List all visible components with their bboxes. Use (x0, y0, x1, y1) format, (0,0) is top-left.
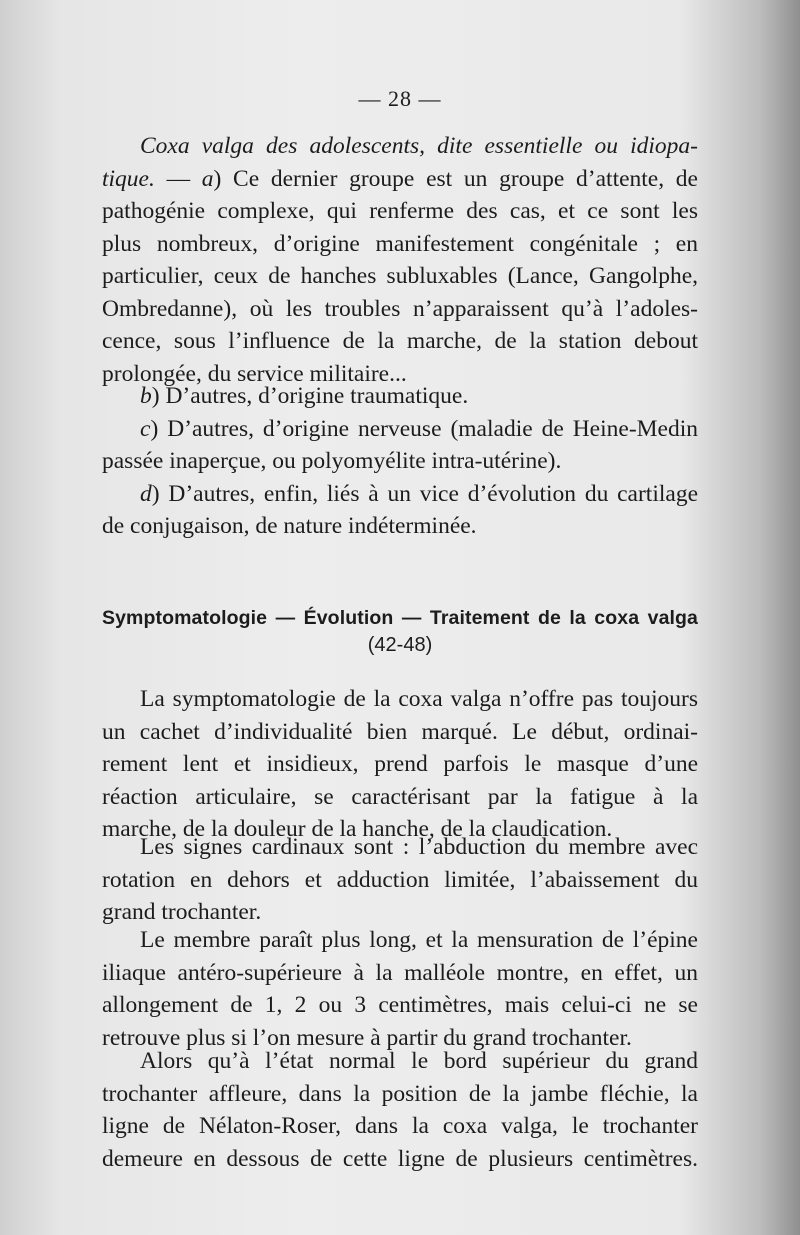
paragraph-trochanter (102, 1045, 698, 1175)
paragraph-cardinal-signs (102, 831, 698, 929)
text-line (102, 163, 698, 196)
list-marker: b (140, 383, 152, 409)
paragraph-limb-length (102, 924, 698, 1054)
paragraph-symptomatology (102, 683, 698, 846)
text-run: tique. (102, 165, 155, 192)
text-line: Ombredanne), où les troubles n’apparaissent qu’à l’adoles- (102, 295, 698, 322)
text-line: cence, sous l’influence de la marche, de la station debout (102, 328, 698, 354)
list-other-causes (102, 380, 698, 543)
text-line: demeure en dessous de cette ligne de plusieurs centimètres. (102, 1145, 698, 1172)
list-item-d (102, 478, 698, 511)
text-line: passée inaperçue, ou polyomyélite intra-utérine). (102, 448, 562, 474)
text-line (102, 130, 698, 163)
text-line: de conjugaison, de nature indéterminée. (102, 513, 477, 539)
text-line: La symptomatologie de la coxa valga n’offre pas toujours (140, 686, 698, 712)
text-line: prolongée, du service militaire... (102, 360, 407, 387)
text-line: ligne de Nélaton-Roser, dans la coxa valga, le trochanter (102, 1113, 698, 1139)
list-item-c (102, 413, 698, 446)
text-line: plus nombreux, d’origine manifestement congénitale ; en (102, 230, 698, 257)
text-line: un cachet d’individualité bien marqué. Le début, ordinai- (102, 718, 698, 745)
text-line: marche, de la douleur de la hanche, de la claudication. (102, 816, 613, 842)
paragraph-coxa-valga-adolescents (102, 130, 698, 390)
text-line: Le membre paraît plus long, et la mensuration de l’épine (140, 927, 698, 953)
list-item-b (102, 380, 698, 413)
page-number: — 28 — (358, 86, 442, 111)
text-line: retrouve plus si l’on mesure à partir du grand trochanter. (102, 1024, 632, 1051)
text-run: Coxa valga des adolescents, dite essentielle ou idiopa- (140, 133, 698, 159)
text-line: allongement de 1, 2 ou 3 centimètres, mais celui-ci ne se (102, 992, 698, 1018)
text-run: — (154, 165, 202, 192)
text-line: iliaque antéro-supérieure à la malléole montre, en effet, un (102, 959, 698, 986)
text-line: réaction articulaire, se caractérisant par la fatigue à la (102, 783, 698, 810)
text-line: pathogénie complexe, qui renferme des cas, et ce sont les (102, 198, 698, 224)
text-run: ) D’autres, d’origine nerveuse (maladie de Heine-Medin (150, 415, 698, 442)
section-heading-reference: (42-48) (367, 634, 433, 656)
list-marker: c (140, 415, 151, 442)
text-line: Alors qu’à l’état normal le bord supérieur du grand (140, 1048, 698, 1074)
text-run: a (201, 165, 214, 192)
text-line: Les signes cardinaux sont : l’abduction du membre avec (140, 834, 698, 860)
text-run: ) D’autres, enfin, liés à un vice d’évolution du cartilage (151, 480, 698, 507)
text-line: particulier, ceux de hanches subluxables (Lance, Gangolphe, (102, 263, 698, 289)
text-run: ) D’autres, d’origine traumatique. (151, 383, 469, 409)
text-line: rotation en dehors et adduction limitée, l’abaissement du (102, 866, 698, 893)
text-line: grand trochanter. (102, 899, 262, 925)
text-line: trochanter affleure, dans la position de la jambe fléchie, la (102, 1080, 698, 1107)
text-run: ) Ce dernier groupe est un groupe d’attente, de (213, 165, 698, 192)
list-marker: d (140, 480, 152, 507)
text-line: rement lent et insidieux, prend parfois le masque d’une (102, 751, 698, 777)
section-heading: Symptomatologie — Évolution — Traitement de la coxa valga (102, 607, 698, 629)
